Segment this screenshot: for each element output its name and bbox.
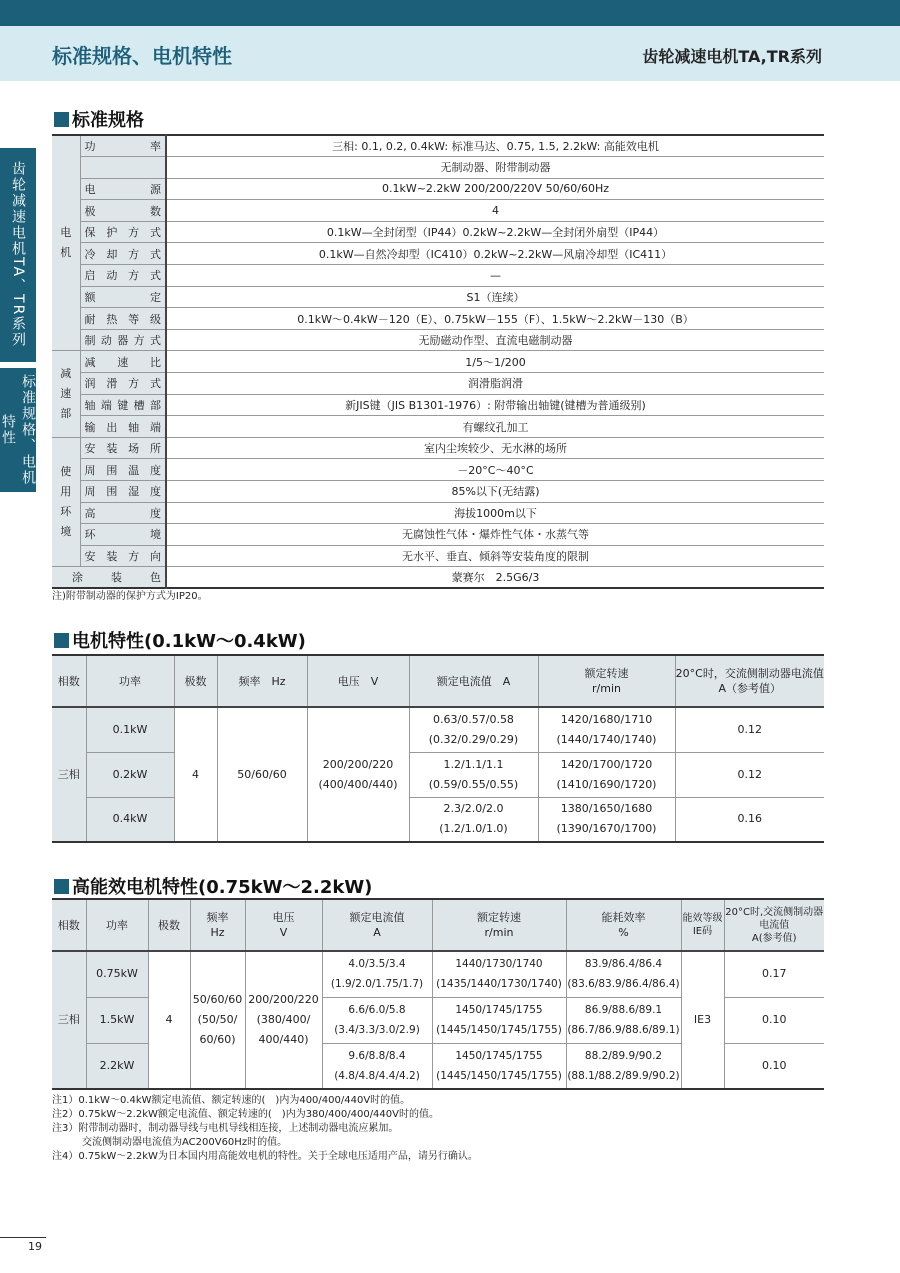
spec-row xyxy=(52,567,824,589)
spec-value: 无水平、垂直、倾斜等安装角度的限制 xyxy=(166,545,824,567)
speed-cell: 1420/1700/1720 (1410/1690/1720) xyxy=(538,752,675,797)
page-rule xyxy=(0,1237,46,1238)
square-bullet-icon xyxy=(54,112,69,127)
note-line: 注3）附带制动器时，制动器导线与电机导线相连接，上述制动器电流应累加。 xyxy=(52,1123,399,1134)
spec-label: 输出轴端 xyxy=(80,416,166,438)
spec-value: 有螺纹孔加工 xyxy=(166,416,824,438)
spec-row xyxy=(52,394,824,416)
spec-group-env: 使 用 环 境 xyxy=(52,437,80,567)
spec-row xyxy=(52,524,824,546)
page-number: 19 xyxy=(28,1240,42,1253)
table-row xyxy=(52,707,824,752)
column-header: 20°C时，交流侧制动器电流值 A（参考值） xyxy=(675,655,824,707)
phase-cell: 三相 xyxy=(52,707,86,842)
efficiency-cell: 86.9/88.6/89.1 (86.7/86.9/88.6/89.1) xyxy=(566,997,681,1043)
motor2-table xyxy=(52,898,824,1090)
speed-cell: 1420/1680/1710 (1440/1740/1740) xyxy=(538,707,675,752)
motor2-notes xyxy=(52,1094,478,1164)
column-header: 电压 V xyxy=(307,655,409,707)
spec-value: 无励磁动作型、直流电磁制动器 xyxy=(166,329,824,351)
current-cell: 0.63/0.57/0.58 (0.32/0.29/0.29) xyxy=(409,707,538,752)
spec-label: 保护方式 xyxy=(80,221,166,243)
spec-label: 制动器方式 xyxy=(80,329,166,351)
spec-value: 无制动器、附带制动器 xyxy=(166,157,824,179)
spec-row xyxy=(52,373,824,395)
series-title: 齿轮减速电机TA,TR系列 xyxy=(642,47,822,66)
spec-row xyxy=(52,416,824,438)
spec-group-motor: 电 机 xyxy=(52,135,80,351)
spec-label: 电源 xyxy=(80,178,166,200)
spec-value: 室内尘埃较少、无水淋的场所 xyxy=(166,437,824,459)
spec-row xyxy=(52,286,824,308)
square-bullet-icon xyxy=(54,879,69,894)
table-row xyxy=(52,951,824,997)
spec-row xyxy=(52,459,824,481)
spec-label xyxy=(80,157,166,179)
motor1-section-title: 电机特性(0.1kW～0.4kW) xyxy=(54,627,306,653)
spec-value: 85%以下(无结露) xyxy=(166,481,824,503)
speed-cell: 1440/1730/1740 (1435/1440/1730/1740) xyxy=(432,951,566,997)
spec-value: 海拔1000m以下 xyxy=(166,502,824,524)
spec-value: －20°C～40°C xyxy=(166,459,824,481)
brake-cell: 0.12 xyxy=(675,752,824,797)
spec-value: 0.1kW—全封闭型（IP44）0.2kW~2.2kW—全封闭外扇型（IP44） xyxy=(166,221,824,243)
power-cell: 0.2kW xyxy=(86,752,174,797)
column-header: 额定转速 r/min xyxy=(538,655,675,707)
current-cell: 1.2/1.1/1.1 (0.59/0.55/0.55) xyxy=(409,752,538,797)
square-bullet-icon xyxy=(54,633,69,648)
efficiency-cell: 83.9/86.4/86.4 (83.6/83.9/86.4/86.4) xyxy=(566,951,681,997)
spec-row xyxy=(52,351,824,373)
spec-row xyxy=(52,308,824,330)
motor1-table xyxy=(52,654,824,843)
column-header: 频率 Hz xyxy=(190,899,245,951)
current-cell: 6.6/6.0/5.8 (3.4/3.3/3.0/2.9) xyxy=(322,997,432,1043)
phase-cell: 三相 xyxy=(52,951,86,1089)
column-header: 相数 xyxy=(52,655,86,707)
column-header: 能耗效率 % xyxy=(566,899,681,951)
table-row xyxy=(52,752,824,797)
brake-cell: 0.10 xyxy=(724,1043,824,1089)
speed-cell: 1450/1745/1755 (1445/1450/1745/1755) xyxy=(432,997,566,1043)
spec-value: 润滑脂润滑 xyxy=(166,373,824,395)
freq-cell: 50/60/60 (50/50/ 60/60) xyxy=(190,951,245,1089)
brake-cell: 0.10 xyxy=(724,997,824,1043)
column-header: 20°C时,交流侧制动器电流值 A(参考值) xyxy=(724,899,824,951)
column-header: 极数 xyxy=(174,655,217,707)
spec-label: 额定 xyxy=(80,286,166,308)
column-header: 相数 xyxy=(52,899,86,951)
voltage-cell: 200/200/220 (380/400/ 400/440) xyxy=(245,951,322,1089)
spec-value: 无腐蚀性气体・爆炸性气体・水蒸气等 xyxy=(166,524,824,546)
spec-value: — xyxy=(166,265,824,287)
spec-value: 蒙赛尔 2.5G6/3 xyxy=(166,567,824,589)
spec-row xyxy=(52,481,824,503)
spec-label: 安装场所 xyxy=(80,437,166,459)
spec-row xyxy=(52,243,824,265)
power-cell: 0.1kW xyxy=(86,707,174,752)
spec-label: 轴端键槽部 xyxy=(80,394,166,416)
spec-value: 1/5～1/200 xyxy=(166,351,824,373)
column-header: 额定转速 r/min xyxy=(432,899,566,951)
spec-label: 环境 xyxy=(80,524,166,546)
note-line: 交流侧制动器电流值为AC200V60Hz时的值。 xyxy=(52,1137,288,1148)
motor2-section-title: 高能效电机特性(0.75kW～2.2kW) xyxy=(54,873,372,899)
page-title: 标准规格、电机特性 xyxy=(52,44,232,68)
spec-value: 新JIS键（JIS B1301-1976）: 附带输出轴键(键槽为普通级别) xyxy=(166,394,824,416)
spec-row xyxy=(52,221,824,243)
column-header: 极数 xyxy=(148,899,190,951)
spec-label: 极数 xyxy=(80,200,166,222)
spec-value: 0.1kW～0.4kW－120（E）、0.75kW－155（F）、1.5kW～2.2kW－130（B） xyxy=(166,308,824,330)
spec-label: 冷却方式 xyxy=(80,243,166,265)
brake-cell: 0.17 xyxy=(724,951,824,997)
spec-value: 0.1kW~2.2kW 200/200/220V 50/60/60Hz xyxy=(166,178,824,200)
speed-cell: 1450/1745/1755 (1445/1450/1745/1755) xyxy=(432,1043,566,1089)
side-tab-series[interactable]: 齿轮减速电机TA、TR系列 xyxy=(0,148,36,362)
note-line: 注1）0.1kW～0.4kW额定电流值、额定转速的( )内为400/400/440V时的值。 xyxy=(52,1095,411,1106)
power-cell: 1.5kW xyxy=(86,997,148,1043)
column-header: 能效等级 IE码 xyxy=(681,899,724,951)
power-cell: 0.75kW xyxy=(86,951,148,997)
spec-row xyxy=(52,200,824,222)
spec-label: 周围温度 xyxy=(80,459,166,481)
spec-row xyxy=(52,437,824,459)
spec-value: 4 xyxy=(166,200,824,222)
current-cell: 9.6/8.8/8.4 (4.8/4.8/4.4/4.2) xyxy=(322,1043,432,1089)
spec-row xyxy=(52,135,824,157)
efficiency-cell: 88.2/89.9/90.2 (88.1/88.2/89.9/90.2) xyxy=(566,1043,681,1089)
brake-cell: 0.16 xyxy=(675,797,824,842)
side-tab-section[interactable]: 标准规格、电机特性 xyxy=(0,368,36,492)
speed-cell: 1380/1650/1680 (1390/1670/1700) xyxy=(538,797,675,842)
spec-value: 0.1kW—自然冷却型（IC410）0.2kW~2.2kW—风扇冷却型（IC411） xyxy=(166,243,824,265)
spec-label: 功率 xyxy=(80,135,166,157)
freq-cell: 50/60/60 xyxy=(217,707,307,842)
ie-code-cell: IE3 xyxy=(681,951,724,1089)
spec-table xyxy=(52,134,824,589)
column-header: 电压 V xyxy=(245,899,322,951)
spec-label: 高度 xyxy=(80,502,166,524)
poles-cell: 4 xyxy=(174,707,217,842)
note-line: 注2）0.75kW～2.2kW额定电流值、额定转速的( )内为380/400/400/440V时的值。 xyxy=(52,1109,439,1120)
spec-label: 启动方式 xyxy=(80,265,166,287)
spec-section-title: 标准规格 xyxy=(54,106,144,132)
spec-row xyxy=(52,265,824,287)
spec-value: 三相: 0.1, 0.2, 0.4kW: 标准马达、0.75, 1.5, 2.2kW: 高能效电机 xyxy=(166,135,824,157)
voltage-cell: 200/200/220 (400/400/440) xyxy=(307,707,409,842)
spec-row xyxy=(52,545,824,567)
spec-value: S1（连续） xyxy=(166,286,824,308)
column-header: 额定电流值 A xyxy=(322,899,432,951)
spec-label: 润滑方式 xyxy=(80,373,166,395)
power-cell: 0.4kW xyxy=(86,797,174,842)
spec-row xyxy=(52,329,824,351)
power-cell: 2.2kW xyxy=(86,1043,148,1089)
table-row xyxy=(52,797,824,842)
note-line: 注4）0.75kW～2.2kW为日本国内用高能效电机的特性。关于全球电压适用产品，请另行确认。 xyxy=(52,1151,478,1162)
brake-cell: 0.12 xyxy=(675,707,824,752)
spec-note: 注)附带制动器的保护方式为IP20。 xyxy=(52,591,208,602)
column-header: 频率 Hz xyxy=(217,655,307,707)
column-header: 功率 xyxy=(86,899,148,951)
spec-label: 周围湿度 xyxy=(80,481,166,503)
current-cell: 4.0/3.5/3.4 (1.9/2.0/1.75/1.7) xyxy=(322,951,432,997)
column-header: 额定电流值 A xyxy=(409,655,538,707)
poles-cell: 4 xyxy=(148,951,190,1089)
spec-label: 耐热等级 xyxy=(80,308,166,330)
spec-row xyxy=(52,178,824,200)
spec-label: 涂装色 xyxy=(52,567,166,589)
spec-group-reducer: 减 速 部 xyxy=(52,351,80,437)
spec-row xyxy=(52,157,824,179)
column-header: 功率 xyxy=(86,655,174,707)
spec-label: 安装方向 xyxy=(80,545,166,567)
current-cell: 2.3/2.0/2.0 (1.2/1.0/1.0) xyxy=(409,797,538,842)
title-bar xyxy=(0,26,900,81)
spec-row xyxy=(52,502,824,524)
top-bar xyxy=(0,0,900,26)
spec-label: 减速比 xyxy=(80,351,166,373)
